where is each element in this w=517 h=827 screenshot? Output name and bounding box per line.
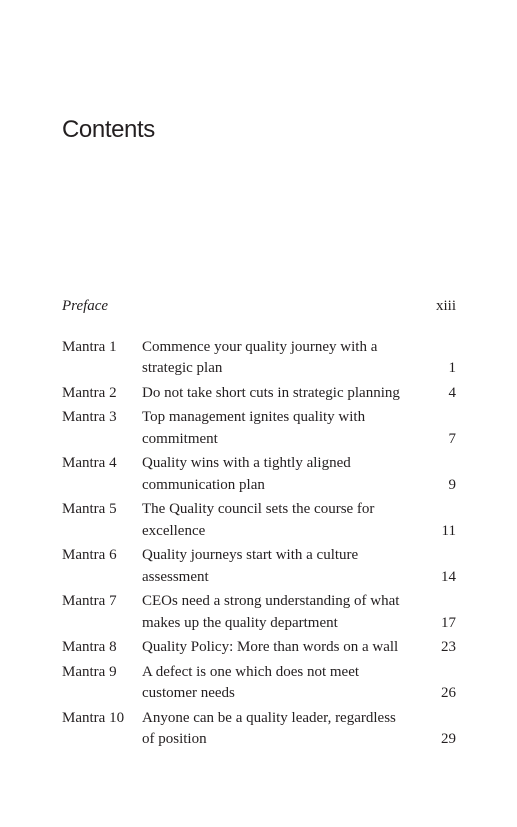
toc-entry-title-line: assessment — [142, 568, 209, 585]
toc-page-number: 9 — [448, 476, 456, 493]
toc-entry-row — [62, 591, 456, 634]
toc-entry-row — [62, 407, 456, 450]
toc-page-number: 26 — [441, 685, 456, 701]
toc-mantra-label: Mantra 9 — [62, 663, 117, 680]
toc-entry-title — [142, 637, 432, 659]
toc-entry-title-line: Commence your quality journey with a — [142, 338, 378, 355]
toc-entry-title-line: commitment — [142, 430, 218, 447]
toc-entry-title — [142, 545, 432, 588]
toc-entry-row — [62, 499, 456, 542]
toc-preface-row — [62, 296, 456, 318]
toc-entry-row — [62, 337, 456, 380]
toc-page-number: xiii — [435, 298, 456, 314]
toc-entry-title-line: The Quality council sets the course for — [142, 501, 375, 517]
page-title: Contents — [62, 116, 155, 143]
table-of-contents — [62, 296, 456, 754]
toc-entry-row — [62, 708, 456, 751]
toc-mantra-label: Mantra 4 — [62, 455, 117, 471]
toc-page-number: 17 — [441, 614, 456, 631]
toc-mantra-label: Mantra 6 — [62, 547, 117, 563]
toc-entry-title-line: communication plan — [142, 476, 265, 493]
toc-entry-title — [142, 499, 432, 542]
toc-entry-title-line: strategic plan — [142, 360, 223, 376]
toc-entry-title — [142, 591, 432, 634]
toc-page-number: 23 — [441, 639, 456, 655]
toc-entry-title-line: makes up the quality department — [142, 614, 338, 631]
toc-entry-row — [62, 662, 456, 705]
toc-mantra-label: Mantra 3 — [62, 409, 117, 425]
toc-entry-title-line: A defect is one which does not meet — [142, 663, 360, 680]
toc-entry-title-line: Top management ignites quality with — [142, 409, 366, 425]
toc-entry-row — [62, 383, 456, 405]
toc-mantra-label: Mantra 8 — [62, 639, 117, 655]
toc-entry-title-line: excellence — [142, 522, 206, 539]
toc-entry-list — [62, 337, 456, 751]
toc-mantra-label: Mantra 1 — [62, 338, 117, 355]
toc-mantra-label: Mantra 10 — [62, 709, 125, 726]
toc-page-number: 29 — [441, 731, 456, 747]
toc-page-number: 4 — [448, 384, 456, 401]
toc-page-number: 14 — [441, 568, 456, 585]
toc-entry-title — [142, 453, 432, 496]
toc-mantra-label: Mantra 5 — [62, 501, 117, 517]
toc-mantra-label: Mantra 2 — [62, 384, 117, 401]
toc-entry-title-line: Do not take short cuts in strategic planning — [142, 384, 400, 401]
toc-page-number: 11 — [441, 522, 456, 539]
toc-entry-title — [142, 337, 432, 380]
toc-entry-row — [62, 453, 456, 496]
toc-preface-label: Preface — [62, 298, 109, 314]
toc-entry-title-line: of position — [142, 731, 207, 747]
toc-mantra-label: Mantra 7 — [62, 593, 117, 609]
toc-entry-title-line: Quality Policy: More than words on a wall — [142, 639, 399, 655]
toc-page-number: 1 — [448, 360, 456, 376]
toc-entry-title-line: customer needs — [142, 685, 235, 701]
toc-entry-title — [142, 383, 432, 405]
toc-entry-title — [142, 708, 432, 751]
toc-entry-title-line: Quality journeys start with a culture — [142, 547, 359, 563]
toc-entry-title-line: Quality wins with a tightly aligned — [142, 455, 351, 471]
toc-entry-title — [142, 407, 432, 450]
toc-entry-title-line: CEOs need a strong understanding of what — [142, 593, 400, 609]
toc-entry-title — [142, 662, 432, 705]
toc-page-number: 7 — [448, 430, 456, 447]
toc-entry-title-line: Anyone can be a quality leader, regardless — [142, 709, 396, 726]
toc-entry-row — [62, 637, 456, 659]
toc-entry-row — [62, 545, 456, 588]
